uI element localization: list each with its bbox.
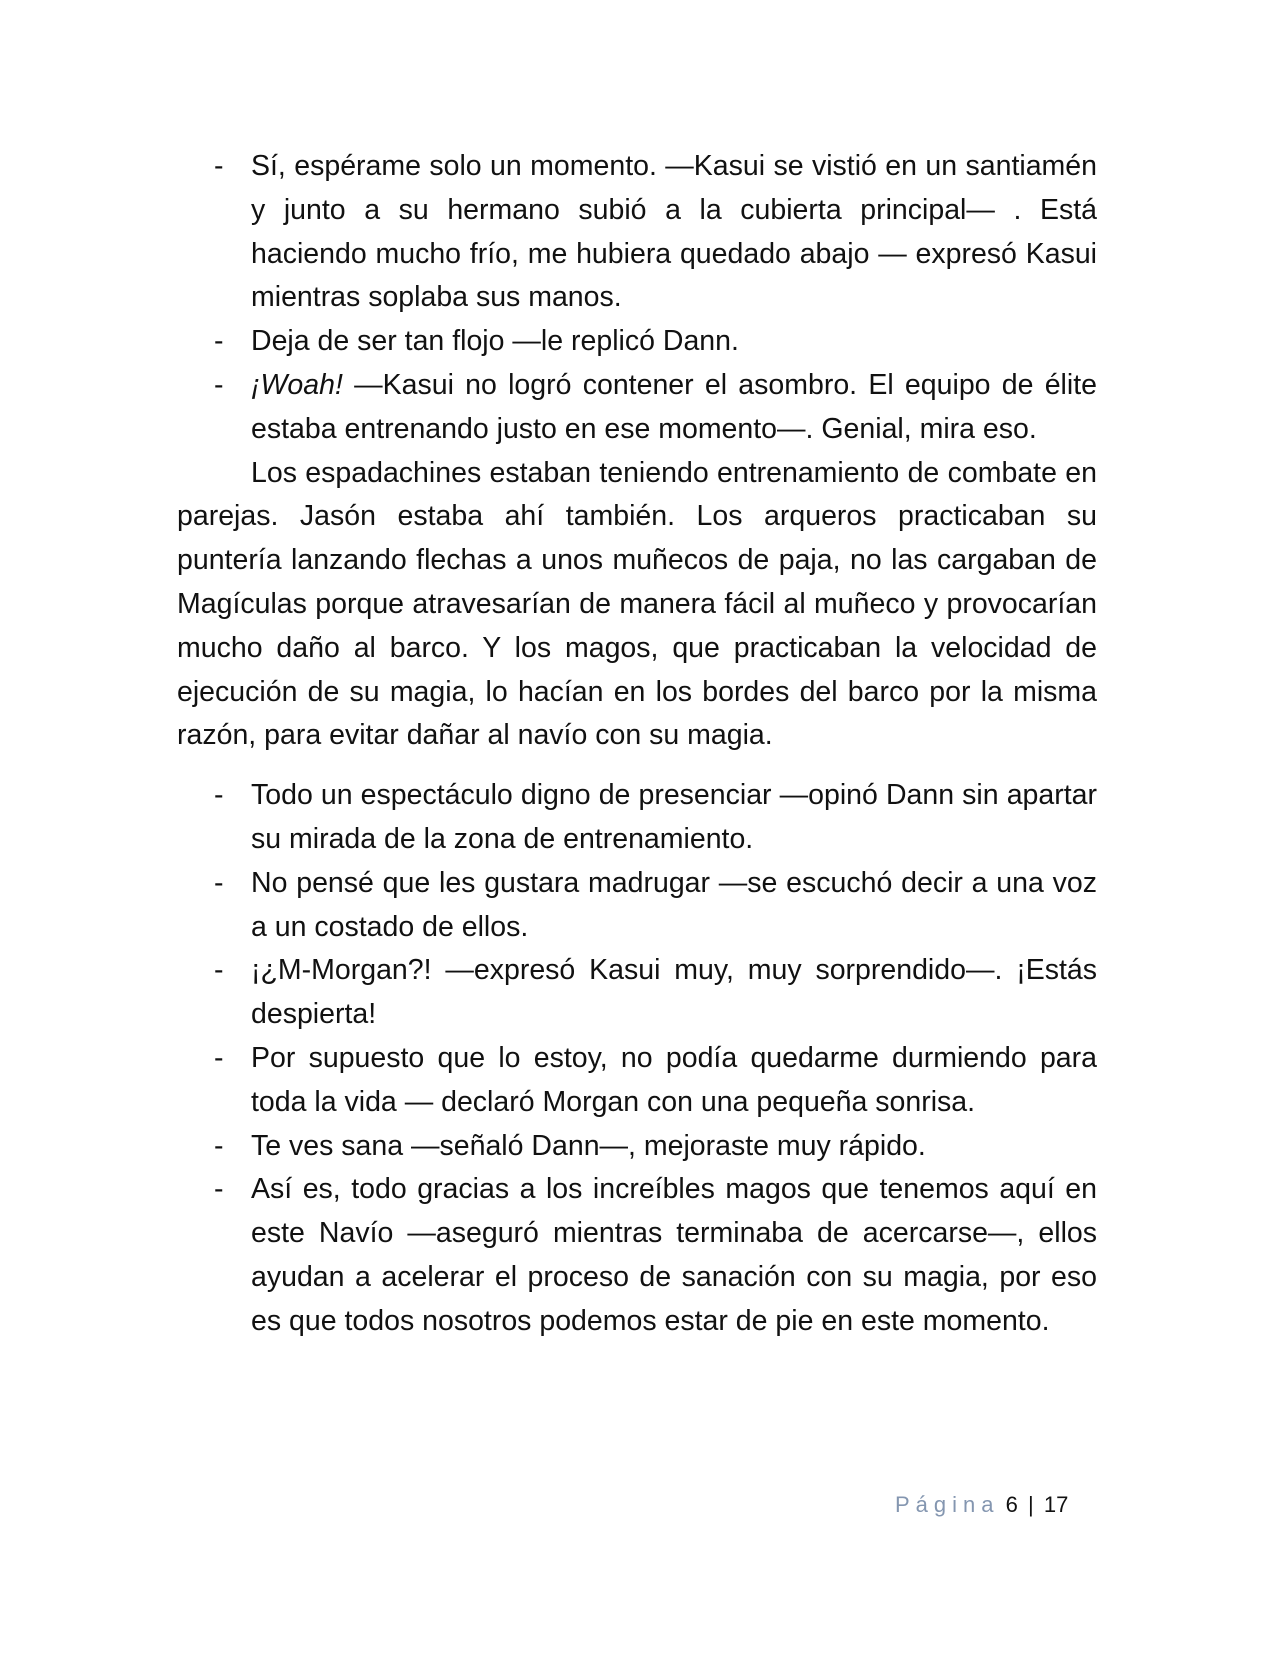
spacer bbox=[177, 758, 1097, 774]
dialogue-exclamation: ¡Woah! bbox=[251, 368, 343, 401]
page-number: 6 bbox=[1005, 1492, 1018, 1517]
dialogue-dash: - bbox=[214, 150, 224, 182]
dialogue-line bbox=[177, 364, 1097, 452]
dialogue-dash: - bbox=[214, 954, 224, 987]
dialogue-line bbox=[177, 774, 1097, 862]
dialogue-list-bottom bbox=[177, 774, 1097, 1343]
dialogue-dash: - bbox=[214, 368, 224, 401]
page-label: Página bbox=[895, 1492, 1000, 1517]
dialogue-dash: - bbox=[214, 1173, 224, 1206]
dialogue-line bbox=[177, 145, 1097, 320]
dialogue-line bbox=[177, 862, 1097, 950]
dialogue-dash: - bbox=[214, 325, 224, 358]
dialogue-text: Sí, espérame solo un momento. —Kasui se vistió en un santiamén y junto a su hermano subió a la cubierta principal— . Está haciendo mucho frío, me hubiera quedado abajo — expresó Kasui mientras soplaba sus manos. bbox=[251, 150, 1097, 314]
dialogue-line bbox=[177, 1125, 1097, 1169]
dialogue-line bbox=[177, 320, 1097, 364]
dialogue-dash: - bbox=[214, 866, 224, 899]
dialogue-text: Te ves sana —señaló Dann—, mejoraste muy rápido. bbox=[251, 1129, 926, 1162]
dialogue-dash: - bbox=[214, 1041, 224, 1074]
dialogue-text: —Kasui no logró contener el asombro. El equipo de élite estaba entrenando justo en ese momento—. Genial, mira eso. bbox=[251, 368, 1097, 445]
page-body bbox=[177, 145, 1097, 1344]
dialogue-text: Por supuesto que lo estoy, no podía quedarme durmiendo para toda la vida — declaró Morgan con una pequeña sonrisa. bbox=[251, 1041, 1097, 1118]
dialogue-text: No pensé que les gustara madrugar —se escuchó decir a una voz a un costado de ellos. bbox=[251, 866, 1097, 943]
dialogue-line bbox=[177, 1037, 1097, 1125]
dialogue-list-top bbox=[177, 145, 1097, 452]
dialogue-dash: - bbox=[214, 779, 224, 812]
page-separator: | bbox=[1028, 1492, 1034, 1517]
dialogue-text: Así es, todo gracias a los increíbles magos que tenemos aquí en este Navío —aseguró mientras terminaba de acercarse—, ellos ayudan a acelerar el proceso de sanación con su magia, por eso es que todos nosotros podemos estar de pie en este momento. bbox=[251, 1173, 1097, 1337]
dialogue-text: Todo un espectáculo digno de presenciar —opinó Dann sin apartar su mirada de la zona de entrenamiento. bbox=[251, 779, 1097, 855]
dialogue-dash: - bbox=[214, 1129, 224, 1162]
dialogue-text: Deja de ser tan flojo —le replicó Dann. bbox=[251, 325, 739, 358]
dialogue-line bbox=[177, 1168, 1097, 1343]
narrative-paragraph: Los espadachines estaban teniendo entrenamiento de combate en parejas. Jasón estaba ahí también. Los arqueros practicaban su puntería lanzando flechas a unos muñecos de paja, no las cargaban de Magículas porque atravesarían de manera fácil al muñeco y provocarían mucho daño al barco. Y los magos, que practicaban la velocidad de ejecución de su magia, lo hacían en los bordes del barco por la misma razón, para evitar dañar al navío con su magia. bbox=[177, 456, 1097, 752]
page-total: 17 bbox=[1043, 1492, 1069, 1517]
dialogue-text: ¡¿M-Morgan?! —expresó Kasui muy, muy sorprendido—. ¡Estás despierta! bbox=[251, 954, 1097, 1031]
page-footer bbox=[895, 1490, 1068, 1520]
dialogue-line bbox=[177, 949, 1097, 1037]
